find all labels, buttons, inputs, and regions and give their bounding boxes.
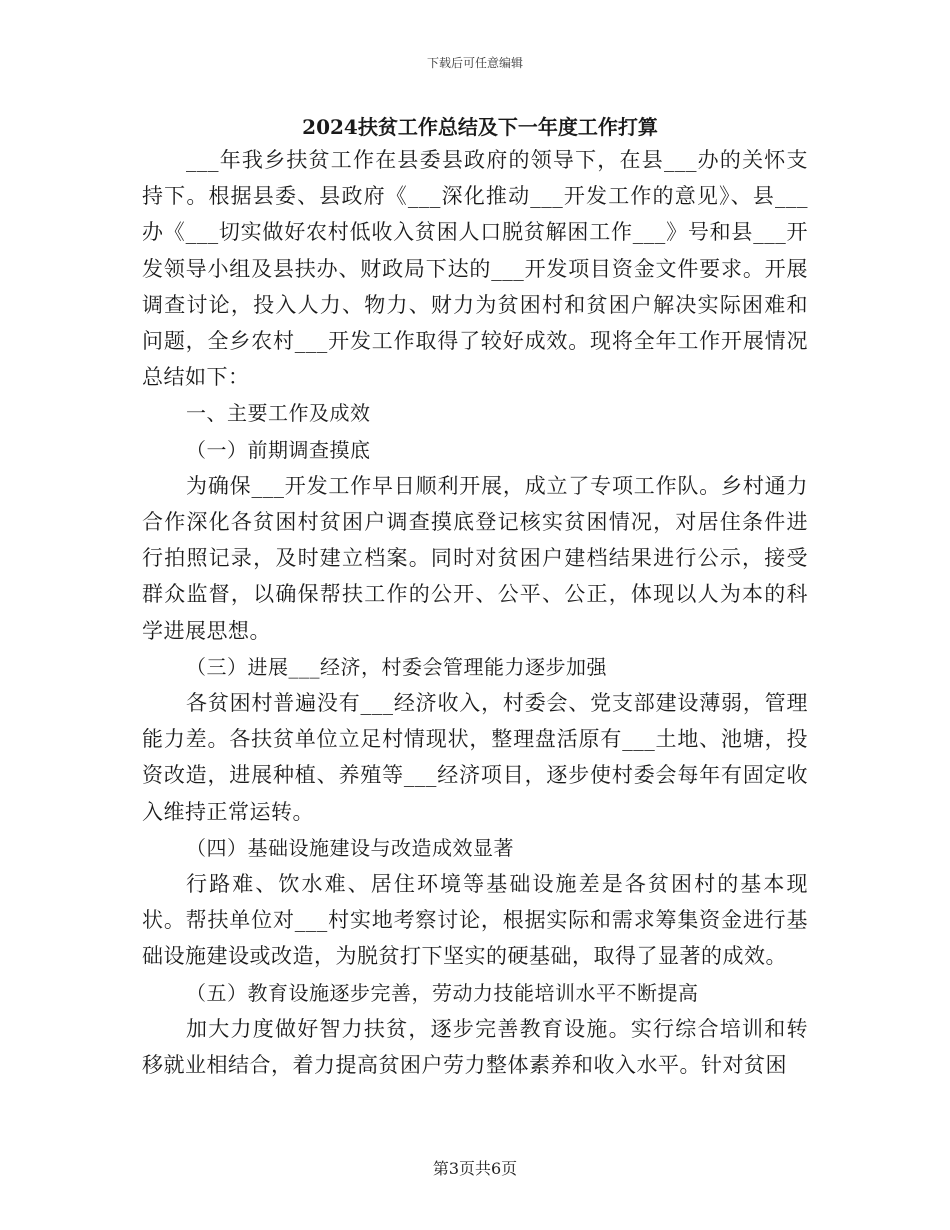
paragraph: ___年我乡扶贫工作在县委县政府的领导下，在县___办的关怀支持下。根据县委、县政府《___深化推动___开发工作的意见》、县___办《___切实做好农村低收入贫困人口脱贫解困工作___》号和县___开发领导小组及县扶办、财政局下达的___开发项目资金文件要求。开展调查讨论，投入人力、物力、财力为贫困村和贫困户解决实际困难和问题，全乡农村___开发工作取得了较好成效。现将全年工作开展情况总结如下： xyxy=(142,148,808,390)
subsection-heading: （五）教育设施逐步完善，劳动力技能培训水平不断提高 xyxy=(186,980,699,1005)
document-title: 2024扶贫工作总结及下一年度工作打算 xyxy=(302,115,658,139)
document-body xyxy=(142,112,808,1083)
paragraph: 为确保___开发工作早日顺利开展，成立了专项工作队。乡村通力合作深化各贫困村贫困户调查摸底登记核实贫困情况，对居住条件进行拍照记录，及时建立档案。同时对贫困户建档结果进行公示，接受群众监督，以确保帮扶工作的公开、公平、公正，体现以人为本的科学进展思想。 xyxy=(142,473,808,643)
page-footer: 第3页共6页 xyxy=(432,1159,518,1178)
section-heading: 一、主要工作及成效 xyxy=(186,401,371,426)
paragraph: 各贫困村普遍没有___经济收入，村委会、党支部建设薄弱，管理能力差。各扶贫单位立足村情现状，整理盘活原有___土地、池塘，投资改造，进展种植、养殖等___经济项目，逐步使村委会每年有固定收入维持正常运转。 xyxy=(142,691,808,824)
paragraph: 行路难、饮水难、居住环境等基础设施差是各贫困村的基本现状。帮扶单位对___村实地考察讨论，根据实际和需求筹集资金进行基础设施建设或改造，为脱贫打下坚实的硬基础，取得了显著的成效。 xyxy=(142,872,808,969)
header-note: 下载后可任意编辑 xyxy=(426,56,523,70)
subsection-heading: （一）前期调查摸底 xyxy=(186,437,371,462)
subsection-heading: （四）基础设施建设与改造成效显著 xyxy=(186,835,514,860)
subsection-heading: （三）进展___经济，村委会管理能力逐步加强 xyxy=(186,654,607,679)
paragraph: 加大力度做好智力扶贫，逐步完善教育设施。实行综合培训和转移就业相结合，着力提高贫困户劳力整体素养和收入水平。针对贫困 xyxy=(142,1016,808,1078)
